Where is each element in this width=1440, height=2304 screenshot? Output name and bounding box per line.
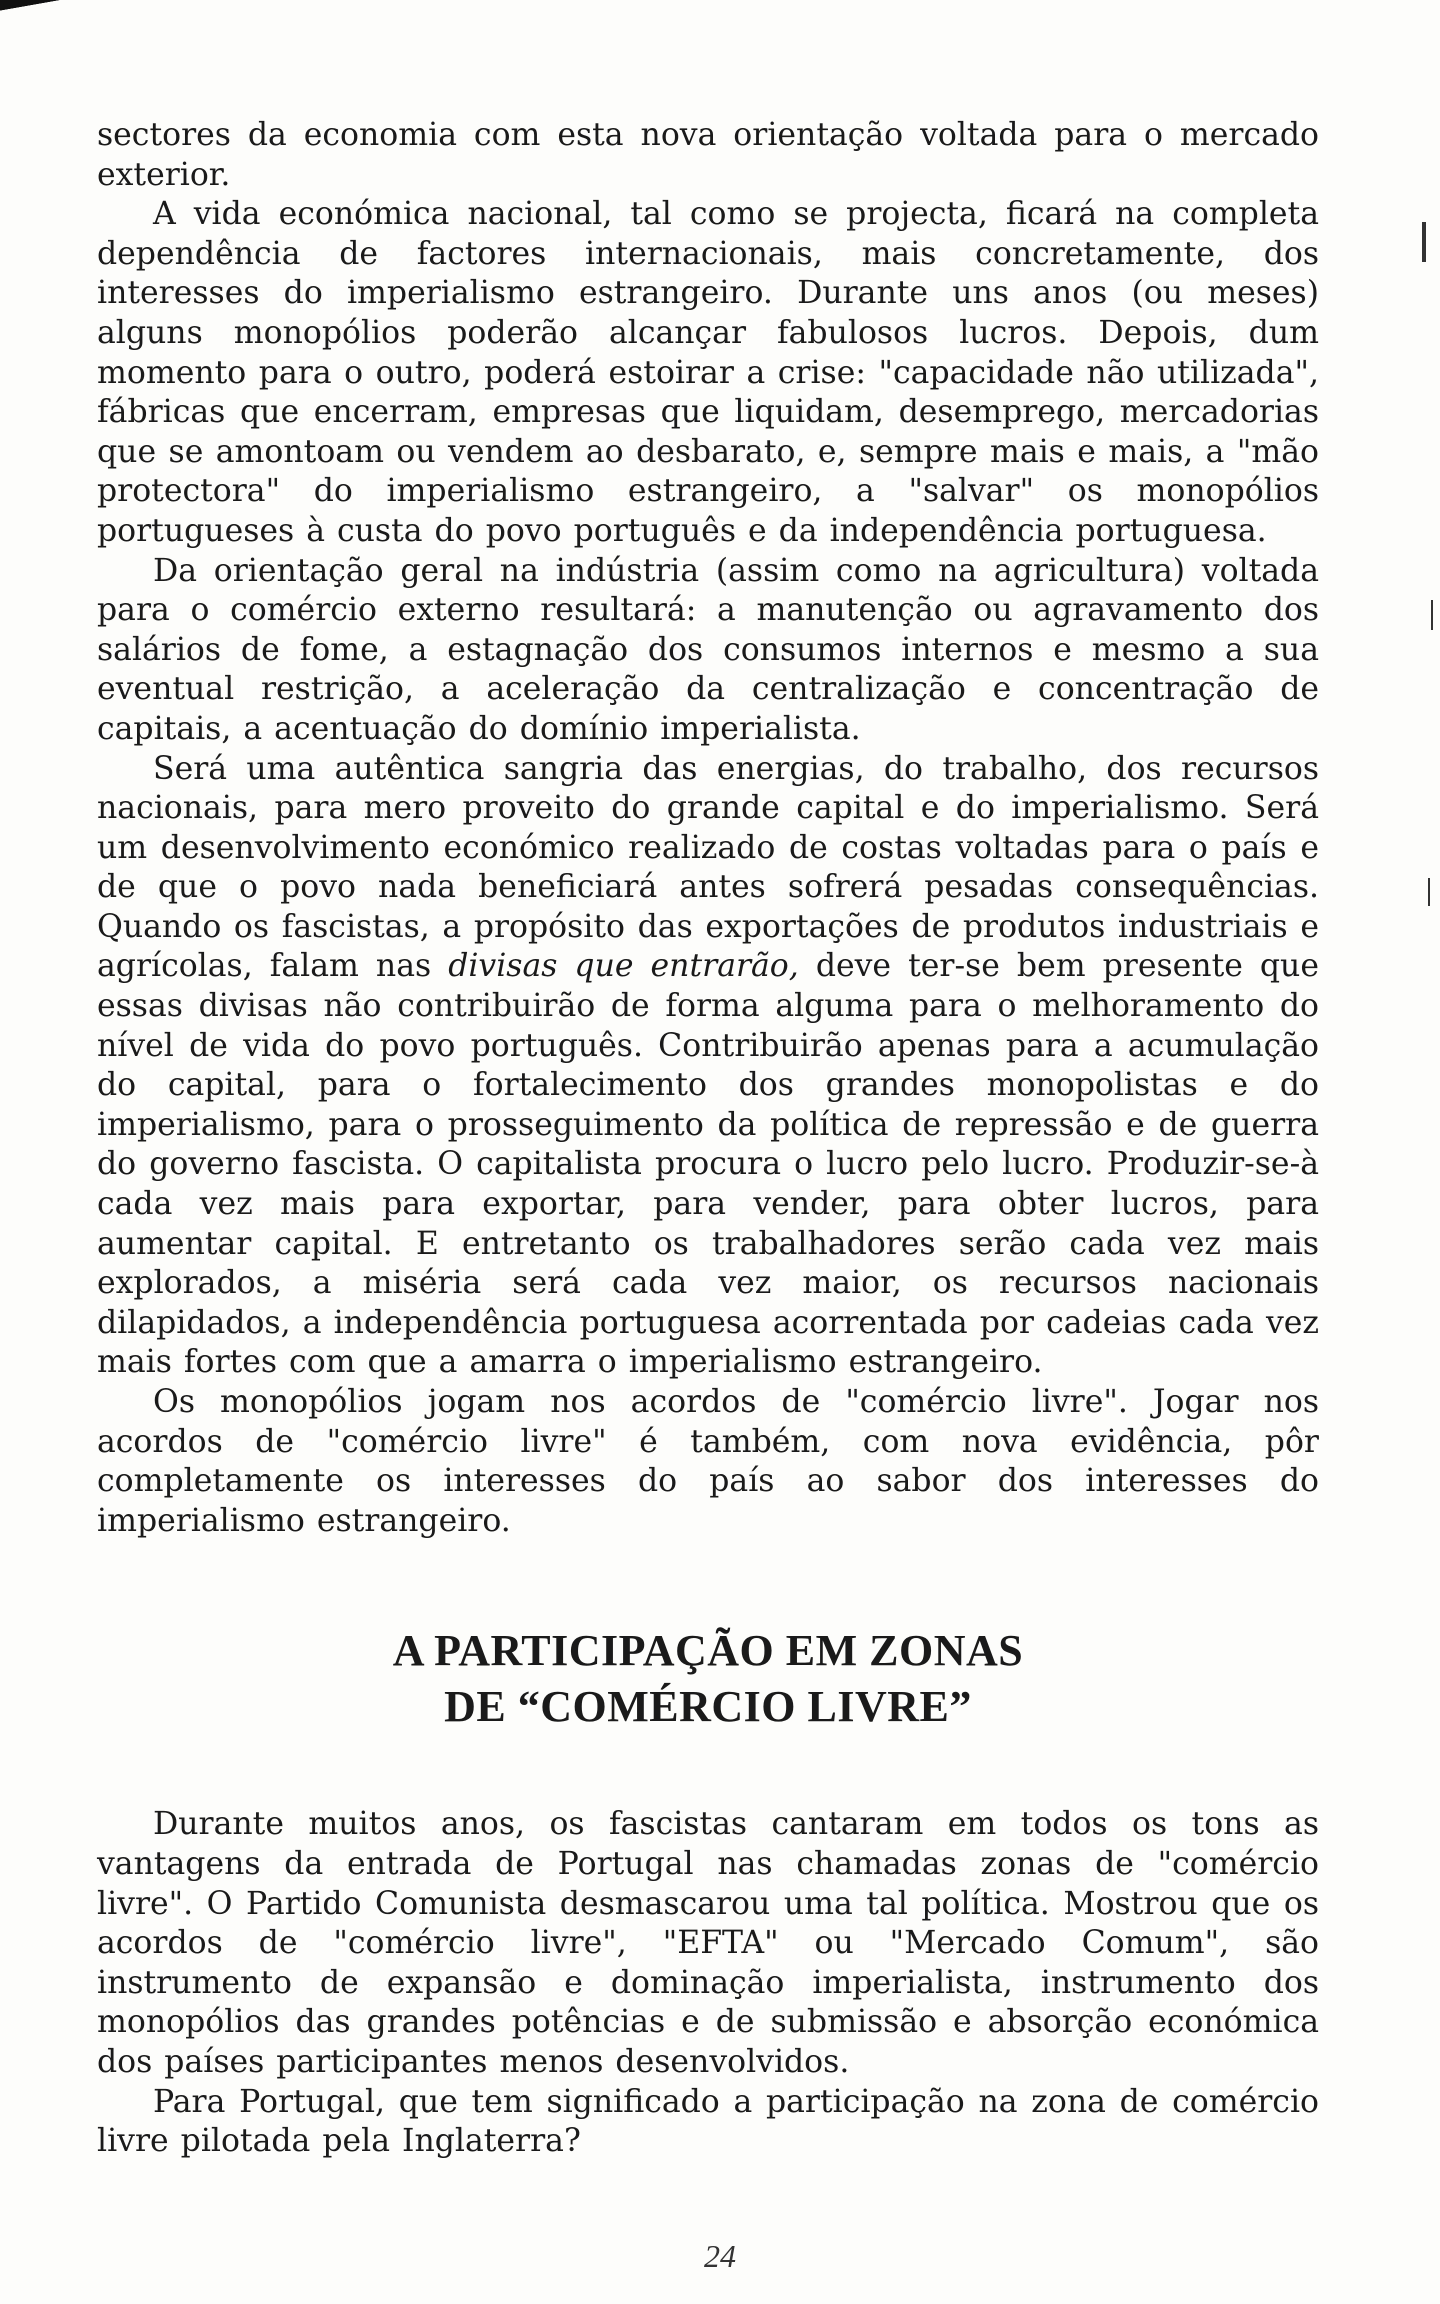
document-page <box>97 116 1319 2162</box>
heading-line: A PARTICIPAÇÃO EM ZONAS <box>392 1626 1024 1676</box>
scan-edge-mark <box>1422 222 1426 262</box>
paragraph <box>97 750 1319 1384</box>
paragraph: sectores da economia com esta nova orientação voltada para o mercado exterior. <box>97 117 1319 193</box>
scan-edge-mark <box>1428 878 1430 906</box>
paragraph: Da orientação geral na indústria (assim como na agricultura) voltada para o comércio externo resultará: a manutenção ou agravamento dos salários de fome, a estagnação dos consumos internos e mesmo a sua eventual restrição, a aceleração da centralização e concentração de capitais, a acentuação do domínio imperialista. <box>97 552 1319 747</box>
scan-edge-mark <box>1431 600 1433 630</box>
text-run: deve ter-se bem presente que essas divisas não contribuirão de forma alguma para o melhoramento do nível de vida do povo português. Contribuirão apenas para a acumulação do capital, para o fortalecimento dos grandes monopolistas e do imperialismo, para o prosseguimento da política de repressão e de guerra do governo fascista. O capitalista procura o lucro pelo lucro. Produzir-se-à cada vez mais para exportar, para vender, para obter lucros, para aumentar capital. E entretanto os trabalhadores serão cada vez mais explorados, a miséria será cada vez maior, os recursos nacionais dilapidados, a independência portuguesa acorrentada por cadeias cada vez mais fortes com que a amarra o imperialismo estrangeiro. <box>97 948 1319 1381</box>
section-heading <box>97 1623 1319 1735</box>
paragraph: Para Portugal, que tem significado a participação na zona de comércio livre pilotada pela Inglaterra? <box>97 2083 1319 2160</box>
scan-corner-shadow <box>0 0 90 14</box>
paragraph: Os monopólios jogam nos acordos de "comércio livre". Jogar nos acordos de "comércio livre" é também, com nova evidência, pôr completamente os interesses do país ao sabor dos interesses do imperialismo estrangeiro. <box>97 1384 1319 1539</box>
paragraph: A vida económica nacional, tal como se projecta, ficará na completa dependência de factores internacionais, mais concretamente, dos interesses do imperialismo estrangeiro. Durante uns anos (ou meses) alguns monopólios poderão alcançar fabulosos lucros. Depois, dum momento para o outro, poderá estoirar a crise: "capacidade não utilizada", fábricas que encerram, empresas que liquidam, desemprego, mercadorias que se amontoam ou vendem ao desbarato, e, sempre mais e mais, a "mão protectora" do imperialismo estrangeiro, a "salvar" os monopólios portugueses à custa do povo português e da independência portuguesa. <box>97 196 1319 549</box>
text-run: Será uma autêntica sangria das energias, do trabalho, dos recursos nacionais, para mero proveito do grande capital e do imperialismo. Será um desenvolvimento económico realizado de costas voltadas para o país e de que o povo nada beneficiará antes sofrerá pesadas consequências. Quando os fascistas, a propósito das exportações de produtos industriais e agrícolas, falam nas <box>97 750 1319 985</box>
page-number: 24 <box>704 2238 736 2274</box>
heading-line: DE “COMÉRCIO LIVRE” <box>444 1682 972 1732</box>
paragraph: Durante muitos anos, os fascistas cantaram em todos os tons as vantagens da entrada de Portugal nas chamadas zonas de "comércio livre". O Partido Comunista desmascarou uma tal política. Mostrou que os acordos de "comércio livre", "EFTA" ou "Mercado Comum", são instrumento de expansão e dominação imperialista, instrumento dos monopólios das grandes potências e de submissão e absorção económica dos países participantes menos desenvolvidos. <box>97 1806 1319 2080</box>
italic-phrase: divisas que entrarão, <box>448 948 799 985</box>
